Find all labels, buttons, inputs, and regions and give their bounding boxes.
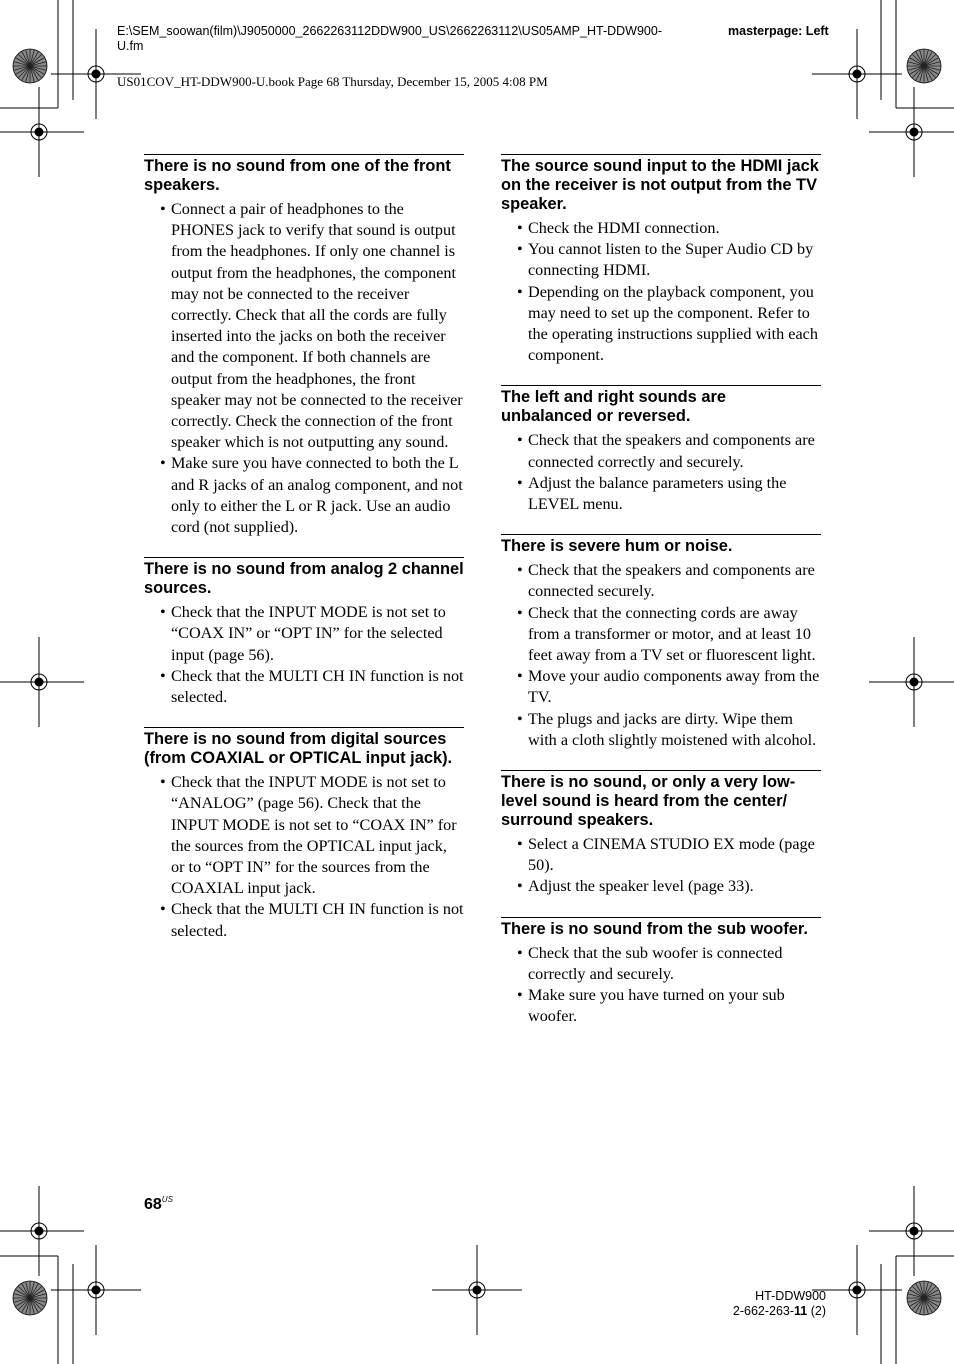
header-book-line: US01COV_HT-DDW900-U.book Page 68 Thursday, December 15, 2005 4:08 PM	[117, 74, 548, 89]
list-item: • Check that the speakers and components are connected correctly and securely.	[501, 430, 821, 472]
list-item: • Depending on the playback component, you may need to set up the component. Refer to the operating instructions supplied with each component.	[501, 282, 821, 367]
crosshair-mark	[51, 1245, 141, 1335]
crosshair-mark	[812, 29, 902, 119]
crosshair-mark	[0, 1186, 84, 1276]
list-item: • Move your audio components away from the TV.	[501, 666, 821, 708]
list-item: • You cannot listen to the Super Audio CD by connecting HDMI.	[501, 239, 821, 281]
list-item: • Check that the MULTI CH IN function is not selected.	[144, 899, 464, 941]
crosshair-mark	[812, 1245, 902, 1335]
footer-code-suffix: (2)	[807, 1304, 826, 1318]
section-heading: The source sound input to the HDMI jack on the receiver is not output from the TV speaker.	[501, 157, 819, 213]
list-item: • Make sure you have connected to both the L and R jacks of an analog component, and not only to either the L or R jack. Use an audio cord (not supplied).	[144, 453, 464, 538]
list-item: • Check that the connecting cords are away from a transformer or motor, and at least 10 feet away from a TV set or fluorescent light.	[501, 603, 821, 667]
section-heading: There is no sound from one of the front speakers.	[144, 157, 451, 194]
list-item: • Check that the speakers and components are connected securely.	[501, 560, 821, 602]
list-item: • Adjust the speaker level (page 33).	[501, 876, 821, 897]
crosshair-mark	[0, 637, 84, 727]
page-number-suffix: US	[161, 1195, 173, 1204]
list-item: • Check the HDMI connection.	[501, 218, 821, 239]
section-heading: There is severe hum or noise.	[501, 537, 733, 556]
list-item: • Make sure you have turned on your sub woofer.	[501, 985, 821, 1027]
crosshair-mark	[0, 87, 84, 177]
list-item: • Check that the sub woofer is connected correctly and securely.	[501, 943, 821, 985]
crosshair-mark	[432, 1245, 522, 1335]
list-item: • Adjust the balance parameters using the LEVEL menu.	[501, 473, 821, 515]
rosette-mark	[13, 49, 47, 83]
rosette-mark	[13, 1281, 47, 1315]
header-file-path: E:\SEM_soowan(film)\J9050000_2662263112DDW900_US\2662263112\US05AMP_HT-DDW900-U.fm	[117, 24, 662, 53]
section-heading: There is no sound from analog 2 channel sources.	[144, 560, 464, 598]
crosshair-mark	[869, 1186, 954, 1276]
crosshair-mark	[869, 637, 954, 727]
rosette-mark	[907, 49, 941, 83]
crosshair-mark	[51, 29, 141, 119]
list-item: • Connect a pair of headphones to the PHONES jack to verify that sound is output from the headphones. If only one channel is output from the headphones, the component may not be connected to the receiver correctly. Check that all the cords are fully inserted into the jacks on both the receiver and the component. If both channels are output from the headphones, the front speaker may not be connected to the receiver correctly. Check the connection of the front speaker which is not outputting any sound.	[144, 199, 464, 453]
list-item: • The plugs and jacks are dirty. Wipe them with a cloth slightly moistened with alcohol.	[501, 709, 821, 751]
footer-code-prefix: 2-662-263-	[732, 1304, 795, 1318]
footer-model: HT-DDW900	[755, 1289, 826, 1303]
footer-code-bold: 11	[794, 1304, 808, 1318]
crosshair-mark	[869, 87, 954, 177]
header-masterpage: masterpage: Left	[728, 24, 829, 38]
section-heading: There is no sound from the sub woofer.	[501, 919, 808, 938]
list-item: • Check that the INPUT MODE is not set to “COAX IN” or “OPT IN” for the selected input (page 56).	[144, 602, 464, 666]
section-heading: There is no sound from digital sources (from COAXIAL or OPTICAL input jack).	[144, 730, 453, 768]
list-item: • Check that the MULTI CH IN function is not selected.	[144, 666, 464, 708]
page-number-value: 68	[144, 1196, 162, 1213]
section-heading: There is no sound, or only a very low-level sound is heard from the center/ surround speakers.	[501, 773, 796, 830]
section-heading: The left and right sounds are unbalanced or reversed.	[501, 388, 726, 426]
rosette-mark	[907, 1281, 941, 1315]
list-item: • Select a CINEMA STUDIO EX mode (page 50).	[501, 834, 821, 876]
list-item: • Check that the INPUT MODE is not set to “ANALOG” (page 56). Check that the INPUT MODE is not set to “COAX IN” for the sources from the OPTICAL input jack, or to “OPT IN” for the sources from the COAXIAL input jack.	[144, 772, 464, 899]
